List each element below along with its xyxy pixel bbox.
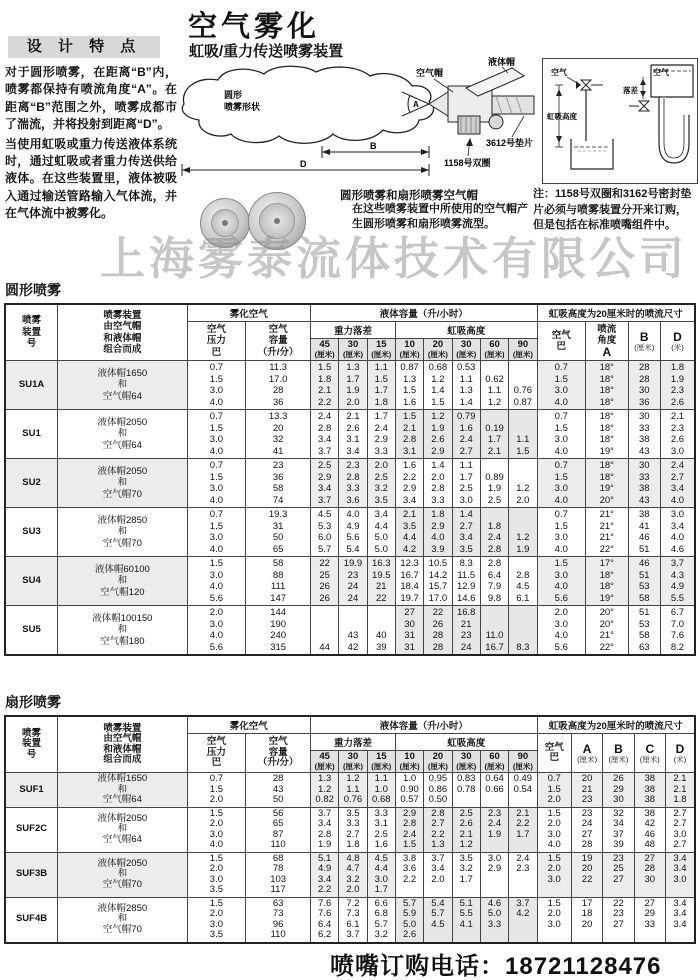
header-liquid-capacity: 液体容量（升/小时） xyxy=(311,304,538,322)
spray-size-cell: 18° 18° 18° 18° xyxy=(586,361,628,410)
spray-size-cell: 46 51 53 58 xyxy=(628,557,660,606)
gravity-cell: 4.8 4.7 3.2 2.0 xyxy=(339,852,367,897)
air-capacity-cell: 28 43 50 xyxy=(246,773,311,808)
fan-table-body xyxy=(5,773,695,943)
fan-spray-label: 扇形喷雾 xyxy=(5,694,61,710)
ring-label: 1158号双圈 xyxy=(444,158,491,168)
siphon-cell: 2.1 2.2 1.7 xyxy=(509,807,537,852)
header-cm-col: 45 (厘米) xyxy=(311,751,339,773)
caption-title: 圆形喷雾和扇形喷雾空气帽 xyxy=(340,190,478,202)
spray-size-cell: 2.1 2.3 2.6 3.0 xyxy=(660,410,695,459)
spray-size-cell: 3.4 3.4 3.0 xyxy=(665,852,695,897)
siphon-cell: 22 26 28 28 xyxy=(424,606,452,656)
device-id-cell: SU2 xyxy=(5,459,58,508)
design-features-heading: 设 计 特 点 xyxy=(8,36,160,58)
table-row xyxy=(5,508,695,557)
spray-size-cell: 3.4 3.4 3.4 xyxy=(665,897,695,943)
header-gravity: 重力落差 xyxy=(311,322,396,339)
feed-system-diagram xyxy=(542,58,698,184)
header-air-pressure: 空气 压力 巴 xyxy=(187,322,246,361)
gravity-cell: 6.6 6.8 5.7 3.2 xyxy=(367,897,395,943)
header-dim-d: D (米) xyxy=(660,322,695,361)
gravity-cell: 1.1 1.0 0.68 xyxy=(367,773,395,808)
header-dim-a: A (厘米) xyxy=(571,734,602,773)
siphon-cell: 0.89 1.9 2.5 xyxy=(480,459,508,508)
gravity-cell: 1.1 1.5 1.7 1.8 xyxy=(367,361,395,410)
air-label-2: 空气 xyxy=(653,68,669,77)
header-cm-col: 10 (厘米) xyxy=(395,751,423,773)
spray-size-cell: 1.5 2.0 3.0 xyxy=(537,852,571,897)
order-note: 注：1158号双圈和3162号密封垫片必须与喷雾装置分开来订购，但是包括在标准喷嘴组件中。 xyxy=(533,188,692,232)
air-capacity-cell: 23 36 58 74 xyxy=(246,459,311,508)
siphon-cell: 0.68 1.2 1.4 1.5 xyxy=(424,361,452,410)
round-spray-label: 圆形喷雾 xyxy=(5,282,61,298)
gravity-cell: 1.7 2.4 2.9 3.3 xyxy=(367,410,395,459)
table-row xyxy=(5,459,695,508)
air-cap-photo xyxy=(200,198,250,248)
gravity-cell: 4.5 4.4 3.0 1.7 xyxy=(367,852,395,897)
header-cm-col: 10 (厘米) xyxy=(395,339,423,361)
header-cm-col: 60 (厘米) xyxy=(480,339,508,361)
siphon-cell: 5.1 5.5 4.1 xyxy=(452,897,480,943)
design-features-text xyxy=(5,64,177,225)
company-watermark: 上海雾泰流体技术有限公司 xyxy=(100,233,689,284)
header-cm-col: 30 (厘米) xyxy=(452,751,480,773)
header-cm-col: 20 (厘米) xyxy=(424,751,452,773)
siphon-cell: 2.5 2.6 2.1 1.2 xyxy=(452,807,480,852)
header-air-bar: 空气 巴 xyxy=(537,322,586,361)
gravity-cell: 40 39 xyxy=(367,606,395,656)
siphon-cell: 2.3 2.4 1.9 xyxy=(480,807,508,852)
siphon-cell: 1.8 2.4 2.8 xyxy=(480,508,508,557)
header-dim-d: D (米) xyxy=(665,734,695,773)
spray-size-cell: 26 29 30 xyxy=(603,773,634,808)
drop-label: 落差 xyxy=(623,86,638,95)
siphon-cell: 11.0 16.7 xyxy=(480,606,508,656)
gravity-cell: 4.0 4.9 5.6 5.4 xyxy=(339,508,367,557)
device-id-cell: SU4 xyxy=(5,557,58,606)
spray-size-cell: 32 34 37 39 xyxy=(603,807,634,852)
spray-size-cell: 19 20 22 xyxy=(571,852,602,897)
device-id-cell: SUF1 xyxy=(5,773,58,808)
siphon-cell: 8.3 xyxy=(509,606,537,656)
cloud-label-line1: 圆形 xyxy=(224,90,243,100)
air-cap-label: 空气帽 xyxy=(416,68,444,78)
siphon-height-label: 虹吸高度 xyxy=(547,112,577,121)
spray-size-cell: 27 29 33 xyxy=(634,897,665,943)
table-row xyxy=(5,852,695,897)
round-table-body xyxy=(5,361,695,656)
cap-combo-cell: 液体帽2850 和 空气帽70 xyxy=(58,897,187,943)
gravity-cell: 4.5 5.3 6.0 5.7 xyxy=(311,508,339,557)
round-spray-table xyxy=(4,303,696,656)
spray-size-cell: 20 21 23 xyxy=(571,773,602,808)
air-capacity-cell: 144 190 240 315 xyxy=(246,606,311,656)
angle-a-label: A xyxy=(413,100,419,109)
siphon-cell: 0.64 0.66 xyxy=(480,773,508,808)
cap-combo-cell: 液体帽1650 和 空气帽64 xyxy=(58,361,187,410)
siphon-cell: 0.95 0.86 0.50 xyxy=(424,773,452,808)
spray-size-cell: 3.0 3.4 4.0 4.6 xyxy=(660,508,695,557)
spray-size-cell: 0.7 1.5 2.0 xyxy=(537,773,571,808)
header-cm-col: 30 (厘米) xyxy=(339,339,367,361)
air-pressure-cell: 1.5 2.0 3.0 3.5 xyxy=(187,897,246,943)
header-air-pressure: 空气 压力 巴 xyxy=(187,734,246,773)
spray-size-cell: 1.5 2.0 3.0 xyxy=(537,897,571,943)
siphon-cell: 1.8 2.9 4.0 3.9 xyxy=(424,508,452,557)
page-subtitle: 虹吸/重力传送喷雾装置 xyxy=(189,43,344,60)
air-pressure-cell: 1.5 3.0 4.0 5.6 xyxy=(187,557,246,606)
gravity-cell: 2.5 2.9 3.4 3.7 xyxy=(311,459,339,508)
table-row xyxy=(5,410,695,459)
siphon-cell: 2.1 3.5 4.4 4.2 xyxy=(395,508,423,557)
table-row xyxy=(5,897,695,943)
round-spray-section xyxy=(4,280,696,656)
header-spray-size: 虹吸高度为20厘米时的喷流尺寸 xyxy=(537,716,695,734)
gravity-cell: 2.0 2.5 3.2 3.5 xyxy=(367,459,395,508)
cap-combo-cell: 液体帽2050 和 空气帽64 xyxy=(58,410,187,459)
cap-combo-cell: 液体帽2050 和 空气帽70 xyxy=(58,459,187,508)
device-id-cell: SU3 xyxy=(5,508,58,557)
header-siphon: 虹吸高度 xyxy=(395,322,537,339)
gravity-cell: 1.2 1.1 0.76 xyxy=(339,773,367,808)
gravity-cell: 2.3 2.8 3.3 3.6 xyxy=(339,459,367,508)
gravity-cell: 2.4 2.8 3.4 3.7 xyxy=(311,410,339,459)
spray-size-cell: 0.7 1.5 3.0 4.0 xyxy=(537,361,586,410)
siphon-cell: 2.8 6.4 7.9 9.8 xyxy=(480,557,508,606)
header-atomizing-air: 雾化空气 xyxy=(187,716,310,734)
cap-combo-cell: 液体帽2050 和 空气帽64 xyxy=(58,807,187,852)
siphon-cell: 1.0 0.90 0.57 xyxy=(395,773,423,808)
spray-size-cell: 2.4 2.7 3.4 4.0 xyxy=(660,459,695,508)
spray-size-cell: 2.1 2.1 1.8 xyxy=(665,773,695,808)
siphon-cell: 0.87 1.3 1.5 1.6 xyxy=(395,361,423,410)
liquid-cap-photo xyxy=(248,192,306,250)
header-spray-angle: 喷流 角度 A xyxy=(586,322,628,361)
order-phone: 喷嘴订购电话：18721128476 xyxy=(330,953,662,980)
siphon-cell: 1.4 2.0 2.8 3.3 xyxy=(424,459,452,508)
design-paragraph: 当使用虹吸或重力传送液体系统时，通过虹吸或者重力传送供给液体。在这些装置里，液体被吸入通过输送管路输入气体流，并在气体流中被雾化。 xyxy=(5,136,177,221)
header-combo: 喷雾装置 由空气帽 和液体帽 组合而成 xyxy=(58,304,187,361)
header-device-no: 喷雾 装置 号 xyxy=(5,716,58,773)
siphon-cell: 0.49 0.54 xyxy=(509,773,537,808)
header-cm-col: 60 (厘米) xyxy=(480,751,508,773)
gravity-cell: 16.3 19.5 21 22 xyxy=(367,557,395,606)
spray-size-cell: 38 41 46 51 xyxy=(628,508,660,557)
siphon-cell: 1.5 2.1 2.8 3.1 xyxy=(395,410,423,459)
spray-size-cell: 23 25 27 xyxy=(603,852,634,897)
header-air-capacity: 空气 容量 （升/分） xyxy=(246,322,311,361)
spray-size-cell: 22 23 27 xyxy=(603,897,634,943)
table-row xyxy=(5,557,695,606)
device-id-cell: SU5 xyxy=(5,606,58,656)
siphon-cell: 5.4 5.7 4.5 xyxy=(424,897,452,943)
header-gravity: 重力落差 xyxy=(311,734,396,751)
device-id-cell: SUF2C xyxy=(5,807,58,852)
spray-size-cell: 38 38 38 xyxy=(634,773,665,808)
cap-combo-cell: 液体帽100150 和 空气帽180 xyxy=(58,606,187,656)
spray-size-cell: 0.7 1.5 3.0 4.0 xyxy=(537,410,586,459)
siphon-cell: 0.83 0.78 xyxy=(452,773,480,808)
siphon-cell: 10.5 14.2 15.7 17.0 xyxy=(424,557,452,606)
spray-size-cell: 17° 18° 18° 19° xyxy=(586,557,628,606)
header-cm-col: 30 (厘米) xyxy=(452,339,480,361)
gravity-cell: 7.6 7.6 6.4 6.2 xyxy=(311,897,339,943)
siphon-cell: 1.1 1.5 xyxy=(509,410,537,459)
siphon-cell: 3.8 3.6 2.2 xyxy=(395,852,423,897)
siphon-cell: 3.7 4.2 xyxy=(509,897,537,943)
dimension-b-label: B xyxy=(370,141,377,151)
siphon-cell: 3.0 2.9 xyxy=(480,852,508,897)
gravity-cell: 3.5 3.3 2.7 1.8 xyxy=(339,807,367,852)
spray-size-cell: 0.7 1.5 3.0 4.0 xyxy=(537,459,586,508)
header-combo: 喷雾装置 由空气帽 和液体帽 组合而成 xyxy=(58,716,187,773)
design-paragraph: 对于圆形喷雾，在距离“B”内，喷雾都保持有喷流角度“A”。在距离“B”范围之外，喷雾成都市了湍流，并将投射到距离“D”。 xyxy=(5,65,177,132)
siphon-cell: 1.4 2.7 3.4 3.5 xyxy=(452,508,480,557)
header-cm-col: 30 (厘米) xyxy=(339,751,367,773)
header-air-capacity: 空气 容量 （升/分） xyxy=(246,734,311,773)
device-id-cell: SU1 xyxy=(5,410,58,459)
header-cm-col: 15 (厘米) xyxy=(367,339,395,361)
header-dim-c: C (厘米) xyxy=(634,734,665,773)
spray-size-cell: 27 28 30 xyxy=(634,852,665,897)
gravity-cell: 44 xyxy=(311,606,339,656)
dimension-d-label: D xyxy=(300,159,307,169)
siphon-cell: 4.6 5.0 3.3 xyxy=(480,897,508,943)
liquid-cap-label: 液体帽 xyxy=(488,57,516,67)
siphon-cell: 27 30 31 31 xyxy=(395,606,423,656)
cloud-label-line2: 喷雾形状 xyxy=(224,102,261,112)
siphon-cell: 0.53 1.1 1.3 1.4 xyxy=(452,361,480,410)
air-pressure-cell: 1.5 2.0 3.0 3.5 xyxy=(187,852,246,897)
spray-size-cell: 0.7 1.5 3.0 4.0 xyxy=(537,508,586,557)
air-label-1: 空气 xyxy=(551,68,567,77)
air-pressure-cell: 0.7 1.5 2.0 xyxy=(187,773,246,808)
gravity-cell: 5.1 4.9 3.4 2.2 xyxy=(311,852,339,897)
air-capacity-cell: 63 73 96 110 xyxy=(246,897,311,943)
header-siphon: 虹吸高度 xyxy=(395,734,537,751)
air-capacity-cell: 13.3 20 32 41 xyxy=(246,410,311,459)
siphon-cell: 12.3 16.7 18.4 19.7 xyxy=(395,557,423,606)
siphon-cell: 8.3 11.5 12.9 14.6 xyxy=(452,557,480,606)
cap-combo-cell: 液体帽2050 和 空气帽70 xyxy=(58,852,187,897)
device-id-cell: SUF3B xyxy=(5,852,58,897)
spray-size-cell: 6.7 7.0 7.6 8.2 xyxy=(660,606,695,656)
gravity-cell: 3.7 3.4 2.8 1.9 xyxy=(311,807,339,852)
spray-size-cell: 1.5 2.0 3.0 4.0 xyxy=(537,807,571,852)
caption-body: 在这些喷雾装置中所使用的空气帽产生圆形喷雾和扇形喷雾流型。 xyxy=(352,203,528,231)
header-device-no: 喷雾 装置 号 xyxy=(5,304,58,361)
header-cm-col: 45 (厘米) xyxy=(311,339,339,361)
air-pressure-cell: 2.0 3.0 4.0 5.6 xyxy=(187,606,246,656)
spray-size-cell: 2.7 2.7 3.0 2.7 xyxy=(665,807,695,852)
siphon-cell: 0.19 1.7 2.1 xyxy=(480,410,508,459)
siphon-cell: 3.5 3.2 1.7 xyxy=(452,852,480,897)
air-pressure-cell: 0.7 1.5 3.0 4.0 xyxy=(187,459,246,508)
air-capacity-cell: 58 88 111 147 xyxy=(246,557,311,606)
spray-size-cell: 18° 18° 19° 20° xyxy=(586,459,628,508)
cap-combo-cell: 液体帽60100 和 空气帽120 xyxy=(58,557,187,606)
header-liquid-capacity: 液体容量（升/小时） xyxy=(311,716,538,734)
gravity-cell: 22 25 26 26 xyxy=(311,557,339,606)
air-pressure-cell: 0.7 1.5 3.0 4.0 xyxy=(187,410,246,459)
gravity-cell: 7.2 7.3 6.1 3.7 xyxy=(339,897,367,943)
cap-combo-cell: 液体帽1650 和 空气帽64 xyxy=(58,773,187,808)
header-cm-col: 90 (厘米) xyxy=(509,339,537,361)
gravity-cell: 1.5 1.8 2.1 2.2 xyxy=(311,361,339,410)
air-pressure-cell: 1.5 2.0 3.0 4.0 xyxy=(187,807,246,852)
cap-combo-cell: 液体帽2850 和 空气帽70 xyxy=(58,508,187,557)
device-id-cell: SU1A xyxy=(5,361,58,410)
siphon-cell: 2.8 4.5 6.1 xyxy=(509,557,537,606)
spray-size-cell: 1.5 3.0 4.0 5.6 xyxy=(537,557,586,606)
siphon-cell: 0.62 1.1 1.2 xyxy=(480,361,508,410)
siphon-cell: 1.6 2.2 2.9 3.4 xyxy=(395,459,423,508)
spray-size-cell: 38 42 46 48 xyxy=(634,807,665,852)
gravity-cell: 1.3 1.7 1.9 2.0 xyxy=(339,361,367,410)
table-row xyxy=(5,361,695,410)
spray-size-cell: 30 33 38 43 xyxy=(628,459,660,508)
spray-size-cell: 17 18 20 xyxy=(571,897,602,943)
spray-size-cell: 3.7 4.3 4.9 5.5 xyxy=(660,557,695,606)
header-atomizing-air: 雾化空气 xyxy=(187,304,310,322)
spray-cloud-shape xyxy=(182,66,433,143)
siphon-cell: 3.7 3.4 2.0 xyxy=(424,852,452,897)
header-cm-col: 15 (厘米) xyxy=(367,751,395,773)
siphon-cell: 1.2 2.0 xyxy=(509,459,537,508)
spray-size-cell: 23 24 27 28 xyxy=(571,807,602,852)
header-dim-b: B (厘米) xyxy=(628,322,660,361)
siphon-cell: 1.2 1.9 2.6 2.9 xyxy=(424,410,452,459)
gravity-cell: 1.3 1.2 0.82 xyxy=(311,773,339,808)
header-spray-size: 虹吸高度为20厘米时的喷流尺寸 xyxy=(537,304,695,322)
air-capacity-cell: 68 78 103 117 xyxy=(246,852,311,897)
header-air-bar: 空气 巴 xyxy=(537,734,571,773)
gravity-cell: 43 42 xyxy=(339,606,367,656)
fan-spray-section xyxy=(4,692,696,944)
air-pressure-cell: 0.7 1.5 3.0 4.0 xyxy=(187,508,246,557)
page-title: 空气雾化 xyxy=(188,11,321,43)
gravity-cell: 19.9 23 24 24 xyxy=(339,557,367,606)
air-capacity-cell: 19.3 31 50 65 xyxy=(246,508,311,557)
device-id-cell: SUF4B xyxy=(5,897,58,943)
spray-size-cell: 28 28 30 36 xyxy=(628,361,660,410)
spray-pattern-diagram xyxy=(172,56,540,188)
siphon-cell: 5.7 5.9 5.0 2.6 xyxy=(395,897,423,943)
siphon-cell: 2.4 2.3 xyxy=(509,852,537,897)
siphon-cell: 2.9 2.8 2.4 1.5 xyxy=(395,807,423,852)
gravity-cell: 2.1 2.6 3.1 3.4 xyxy=(339,410,367,459)
air-capacity-cell: 56 65 87 110 xyxy=(246,807,311,852)
spray-size-cell: 21° 21° 21° 22° xyxy=(586,508,628,557)
spray-size-cell: 1.8 1.9 2.3 2.6 xyxy=(660,361,695,410)
siphon-cell: 1.1 1.7 2.5 3.0 xyxy=(452,459,480,508)
spray-size-cell: 2.0 3.0 4.0 5.6 xyxy=(537,606,586,656)
spray-size-cell: 30 33 38 43 xyxy=(628,410,660,459)
table-row xyxy=(5,773,695,808)
header-cm-col: 20 (厘米) xyxy=(424,339,452,361)
table-row xyxy=(5,606,695,656)
siphon-cell: 1.2 1.9 xyxy=(509,508,537,557)
spray-size-cell: 51 53 58 63 xyxy=(628,606,660,656)
fan-spray-table xyxy=(4,715,696,944)
gasket-label: 3612号垫片 xyxy=(486,138,534,148)
table-row xyxy=(5,807,695,852)
siphon-cell: 0.79 1.6 2.4 2.7 xyxy=(452,410,480,459)
gravity-cell: 3.4 4.4 5.0 5.0 xyxy=(367,508,395,557)
spray-size-cell: 20° 20° 21° 22° xyxy=(586,606,628,656)
siphon-cell: 0.76 0.87 xyxy=(509,361,537,410)
gravity-cell: 3.3 3.1 2.5 1.6 xyxy=(367,807,395,852)
siphon-cell: 2.8 2.7 2.2 1.3 xyxy=(424,807,452,852)
siphon-cell: 16.8 21 23 24 xyxy=(452,606,480,656)
header-dim-b: B (厘米) xyxy=(603,734,634,773)
air-pressure-cell: 0.7 1.5 3.0 4.0 xyxy=(187,361,246,410)
header-cm-col: 90 (厘米) xyxy=(509,751,537,773)
air-capacity-cell: 11.3 17.0 28 36 xyxy=(246,361,311,410)
spray-size-cell: 18° 18° 18° 19° xyxy=(586,410,628,459)
